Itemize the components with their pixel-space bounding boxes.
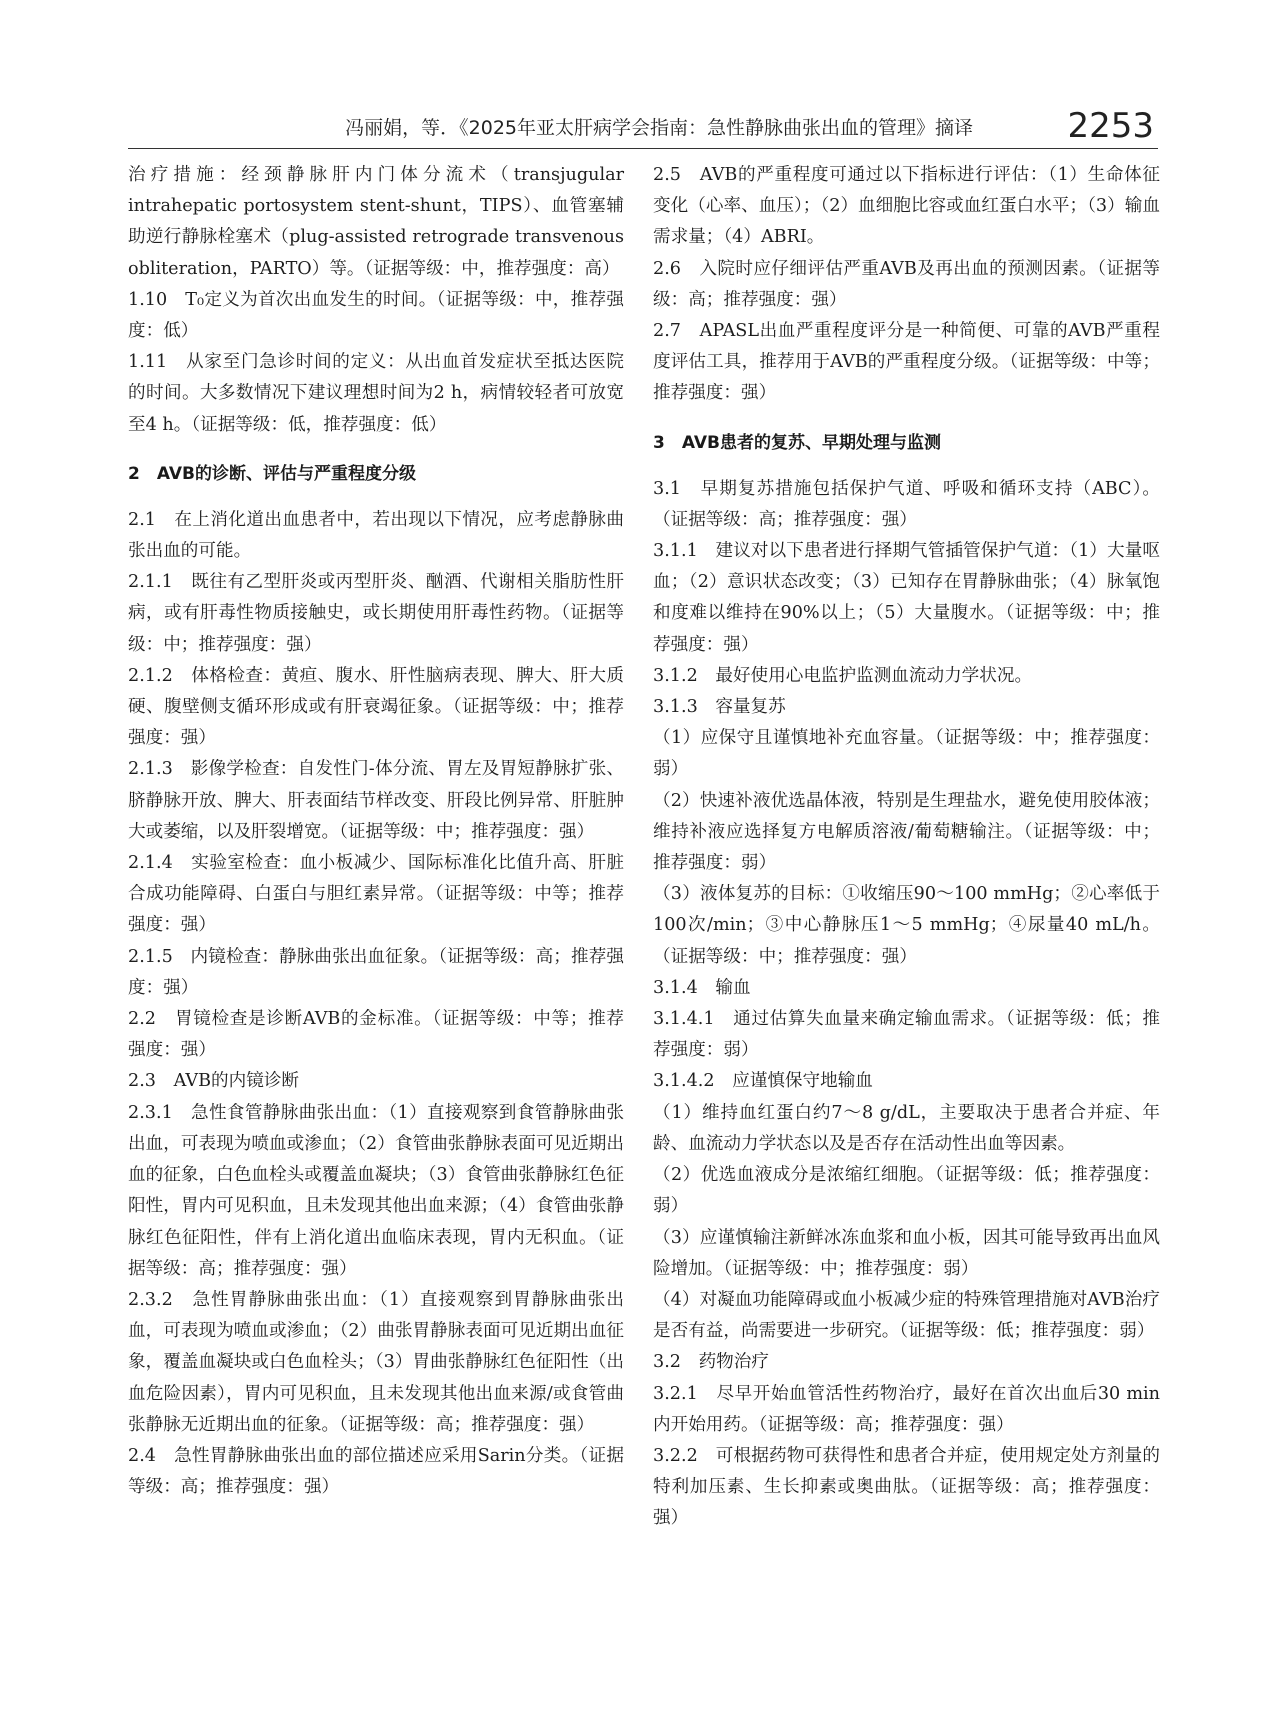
paragraph: 3.1.3 容量复苏 bbox=[653, 697, 786, 718]
paragraph: 2.3.2 急性胃静脉曲张出血：（1）直接观察到胃静脉曲张出血，可表现为喷血或渗血；（2）曲张胃静脉表面可见近期出血征象，覆盖血凝块或白色血栓头；（3）胃曲张静脉红色征阳性（出血危险因素），胃内可见积血，且未发现其他出血来源/或食管曲张静脉无近期出血的征象。（证据等级：高；推荐强度：强） bbox=[128, 1289, 624, 1435]
paragraph: （1）维持血红蛋白约7～8 g/dL，主要取决于患者合并症、年龄、血流动力学状态以及是否存在活动性出血等因素。 bbox=[653, 1102, 1160, 1154]
paragraph: 2.1.1 既往有乙型肝炎或丙型肝炎、酗酒、代谢相关脂肪性肝病，或有肝毒性物质接触史，或长期使用肝毒性药物。（证据等级：中；推荐强度：强） bbox=[128, 572, 624, 655]
running-title: 冯丽娟，等．《2025年亚太肝病学会指南：急性静脉曲张出血的管理》摘译 bbox=[345, 117, 973, 139]
paragraph: 2.1.5 内镜检查：静脉曲张出血征象。（证据等级：高；推荐强度：强） bbox=[128, 946, 624, 998]
paragraph: 2.1.4 实验室检查：血小板减少、国际标准化比值升高、肝脏合成功能障碍、白蛋白与胆红素异常。（证据等级：中等；推荐强度：强） bbox=[128, 853, 624, 936]
paragraph: 3.1.2 最好使用心电监护监测血流动力学状况。 bbox=[653, 665, 1033, 686]
paragraph: 3.1 早期复苏措施包括保护气道、呼吸和循环支持（ABC）。（证据等级：高；推荐强度：强） bbox=[653, 478, 1160, 530]
paragraph: 2.5 AVB的严重程度可通过以下指标进行评估：（1）生命体征变化（心率、血压）；（2）血细胞比容或血红蛋白水平；（3）输血需求量；（4）ABRI。 bbox=[653, 165, 1160, 248]
paragraph: 3.1.4.2 应谨慎保守地输血 bbox=[653, 1071, 873, 1092]
paragraph: 2.1.2 体格检查：黄疸、腹水、肝性脑病表现、脾大、肝大质硬、腹壁侧支循环形成或有肝衰竭征象。（证据等级：中；推荐强度：强） bbox=[128, 665, 624, 749]
paragraph: 1.11 从家至门急诊时间的定义：从出血首发症状至抵达医院的时间。大多数情况下建议理想时间为2 h，病情较轻者可放宽至4 h。（证据等级：低，推荐强度：低） bbox=[128, 352, 624, 435]
paragraph: 3.1.1 建议对以下患者进行择期气管插管保护气道：（1）大量呕血；（2）意识状态改变；（3）已知存在胃静脉曲张；（4）脉氧饱和度难以维持在90%以上；（5）大量腹水。（证据等级：中；推荐强度：强） bbox=[653, 541, 1160, 655]
section-heading: 3 AVB患者的复苏、早期处理与监测 bbox=[653, 432, 941, 453]
paragraph: （3）液体复苏的目标：①收缩压90～100 mmHg；②心率低于100次/min；③中心静脉压1～5 mmHg；④尿量40 mL/h。（证据等级：中；推荐强度：强） bbox=[653, 884, 1160, 967]
paragraph: 治疗措施：经颈静脉肝内门体分流术（transjugular intrahepatic portosystem stent-shunt，TIPS）、血管塞辅助逆行静脉栓塞术（plug-assisted retrograde transvenous obliteration，PARTO）等。（证据等级：中，推荐强度：高） bbox=[128, 165, 624, 279]
paragraph: 3.2.2 可根据药物可获得性和患者合并症，使用规定处方剂量的特利加压素、生长抑素或奥曲肽。（证据等级：高；推荐强度：强） bbox=[653, 1445, 1160, 1529]
paragraph: 2.3 AVB的内镜诊断 bbox=[128, 1071, 300, 1092]
left-column bbox=[128, 160, 624, 1503]
paragraph: 3.2.1 尽早开始血管活性药物治疗，最好在首次出血后30 min内开始用药。（证据等级：高；推荐强度：强） bbox=[653, 1383, 1160, 1435]
paragraph: 2.2 胃镜检查是诊断AVB的金标准。（证据等级：中等；推荐强度：强） bbox=[128, 1009, 624, 1061]
paragraph: 3.1.4 输血 bbox=[653, 977, 751, 998]
paragraph: （2）快速补液优选晶体液，特别是生理盐水，避免使用胶体液；维持补液应选择复方电解质溶液/葡萄糖输注。（证据等级：中；推荐强度：弱） bbox=[653, 790, 1160, 874]
page-number: 2253 bbox=[1067, 106, 1154, 146]
paragraph: 2.1 在上消化道出血患者中，若出现以下情况，应考虑静脉曲张出血的可能。 bbox=[128, 509, 624, 562]
paragraph: 1.10 T₀定义为首次出血发生的时间。（证据等级：中，推荐强度：低） bbox=[128, 289, 624, 342]
paragraph: （2）优选血液成分是浓缩红细胞。（证据等级：低；推荐强度：弱） bbox=[653, 1165, 1160, 1217]
paragraph: （3）应谨慎输注新鲜冰冻血浆和血小板，因其可能导致再出血风险增加。（证据等级：中；推荐强度：弱） bbox=[653, 1227, 1160, 1279]
section-heading: 2 AVB的诊断、评估与严重程度分级 bbox=[128, 463, 416, 484]
paragraph: （1）应保守且谨慎地补充血容量。（证据等级：中；推荐强度：弱） bbox=[653, 728, 1160, 780]
running-header bbox=[128, 96, 1158, 149]
paragraph: 2.3.1 急性食管静脉曲张出血：（1）直接观察到食管静脉曲张出血，可表现为喷血或渗血；（2）食管曲张静脉表面可见近期出血的征象，白色血栓头或覆盖血凝块；（3）食管曲张静脉红色征阳性，胃内可见积血，且未发现其他出血来源；（4）食管曲张静脉红色征阳性，伴有上消化道出血临床表现，胃内无积血。（证据等级：高；推荐强度：强） bbox=[128, 1102, 624, 1279]
paragraph: 2.1.3 影像学检查：自发性门-体分流、胃左及胃短静脉扩张、脐静脉开放、脾大、肝表面结节样改变、肝段比例异常、肝脏肿大或萎缩，以及肝裂增宽。（证据等级：中；推荐强度：强） bbox=[128, 759, 624, 842]
right-column bbox=[653, 160, 1160, 1535]
paragraph: 2.6 入院时应仔细评估严重AVB及再出血的预测因素。（证据等级：高；推荐强度：强） bbox=[653, 258, 1160, 310]
paragraph: 2.7 APASL出血严重程度评分是一种简便、可靠的AVB严重程度评估工具，推荐用于AVB的严重程度分级。（证据等级：中等；推荐强度：强） bbox=[653, 321, 1160, 404]
paragraph: 3.1.4.1 通过估算失血量来确定输血需求。（证据等级：低；推荐强度：弱） bbox=[653, 1009, 1160, 1061]
paragraph: 3.2 药物治疗 bbox=[653, 1352, 769, 1373]
paragraph: （4）对凝血功能障碍或血小板减少症的特殊管理措施对AVB治疗是否有益，尚需要进一步研究。（证据等级：低；推荐强度：弱） bbox=[653, 1289, 1160, 1342]
paragraph: 2.4 急性胃静脉曲张出血的部位描述应采用Sarin分类。（证据等级：高；推荐强度：强） bbox=[128, 1445, 624, 1498]
